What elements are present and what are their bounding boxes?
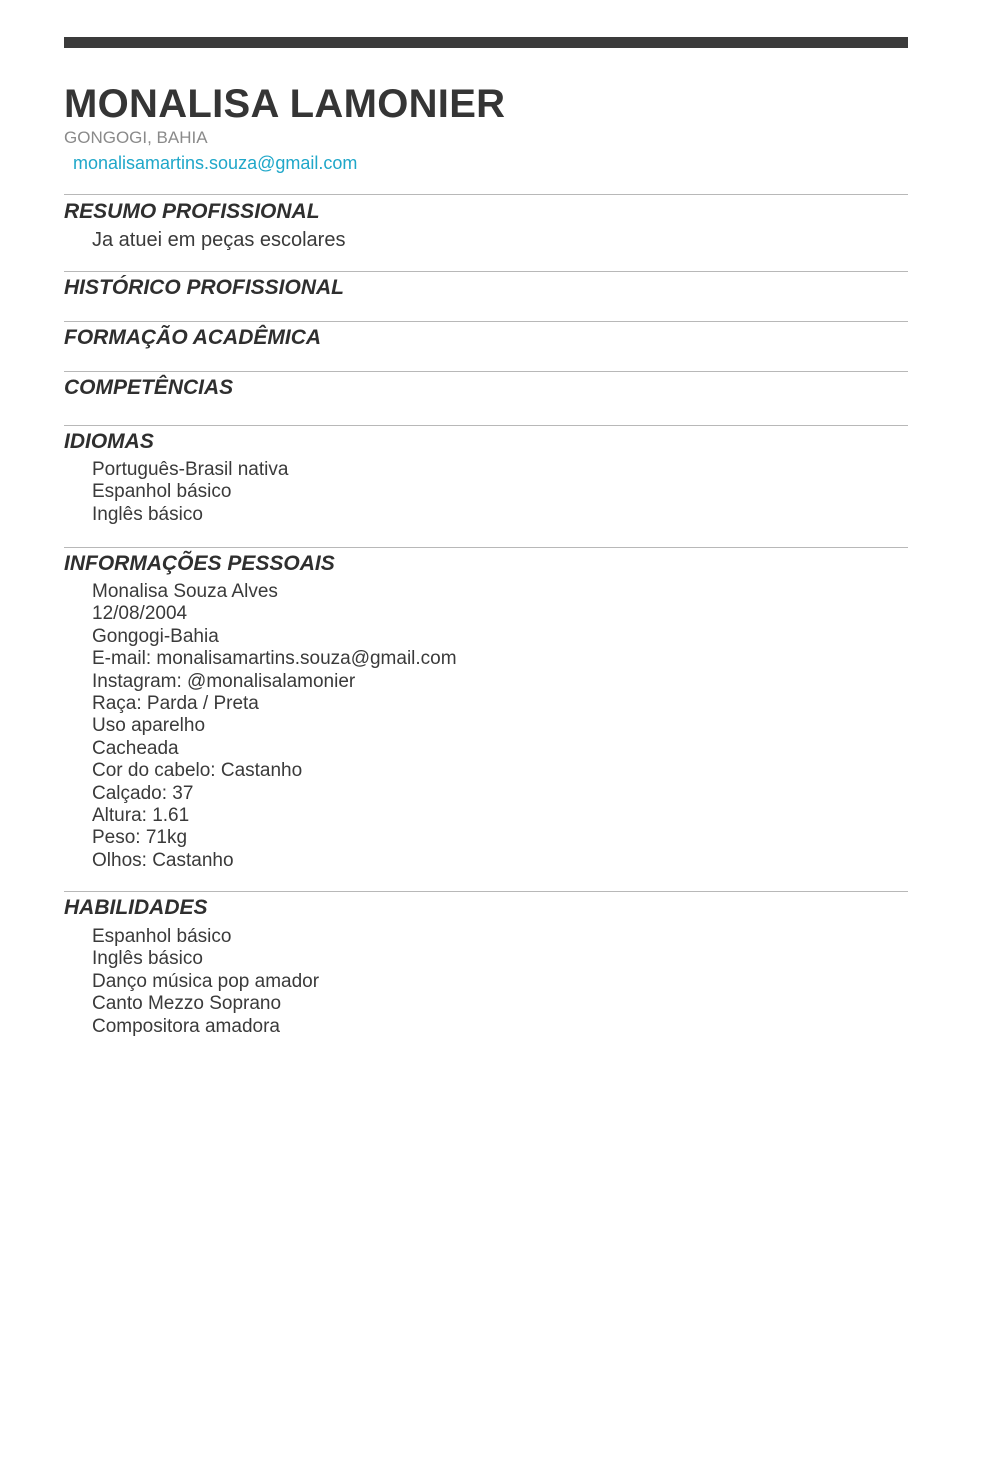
- section-skills: [64, 891, 908, 1038]
- list-item: 12/08/2004: [92, 603, 188, 625]
- list-item: Olhos: Castanho: [92, 849, 234, 871]
- section-history: [64, 271, 908, 301]
- list-item: Calçado: 37: [92, 782, 194, 804]
- list-item: Raça: Parda / Preta: [92, 693, 259, 715]
- section-title-personal: INFORMAÇÕES PESSOAIS: [64, 552, 335, 575]
- section-summary: [64, 194, 908, 252]
- list-item: Uso aparelho: [92, 715, 206, 737]
- list-item: Compositora amadora: [92, 1015, 280, 1037]
- section-title-history: HISTÓRICO PROFISSIONAL: [64, 276, 345, 299]
- section-personal: [64, 547, 908, 872]
- skills-list: [64, 926, 908, 1038]
- section-education: [64, 321, 908, 351]
- list-item: Canto Mezzo Soprano: [92, 993, 282, 1015]
- list-item: Instagram: @monalisalamonier: [92, 670, 356, 692]
- summary-body: [64, 228, 908, 252]
- candidate-name: MONALISA LAMONIER: [64, 82, 506, 126]
- section-title-summary: RESUMO PROFISSIONAL: [64, 200, 320, 223]
- list-item: Altura: 1.61: [92, 805, 190, 827]
- section-title-education: FORMAÇÃO ACADÊMICA: [64, 326, 322, 349]
- list-item: Cacheada: [92, 737, 179, 759]
- section-languages: [64, 425, 908, 526]
- section-title-languages: IDIOMAS: [64, 430, 154, 453]
- list-item: Português-Brasil nativa: [92, 459, 289, 480]
- section-title-competencies: COMPETÊNCIAS: [64, 376, 234, 399]
- list-item: Gongogi-Bahia: [92, 625, 219, 647]
- candidate-location: GONGOGI, BAHIA: [64, 128, 208, 147]
- list-item: Danço música pop amador: [92, 970, 320, 992]
- list-item: Espanhol básico: [92, 481, 232, 503]
- list-item: E-mail: monalisamartins.souza@gmail.com: [92, 648, 457, 670]
- section-competencies: [64, 371, 908, 401]
- personal-info-list: [64, 581, 908, 872]
- languages-list: [64, 459, 908, 526]
- list-item: Inglês básico: [92, 948, 203, 970]
- section-title-skills: HABILIDADES: [64, 896, 208, 919]
- summary-text: Ja atuei em peças escolares: [92, 229, 346, 251]
- list-item: Espanhol básico: [92, 926, 232, 947]
- list-item: Peso: 71kg: [92, 827, 188, 849]
- list-item: Cor do cabelo: Castanho: [92, 760, 303, 782]
- header-bar: [64, 37, 908, 48]
- list-item: Inglês básico: [92, 503, 203, 525]
- candidate-email-link[interactable]: monalisamartins.souza@gmail.com: [73, 153, 358, 173]
- list-item: Monalisa Souza Alves: [92, 581, 278, 602]
